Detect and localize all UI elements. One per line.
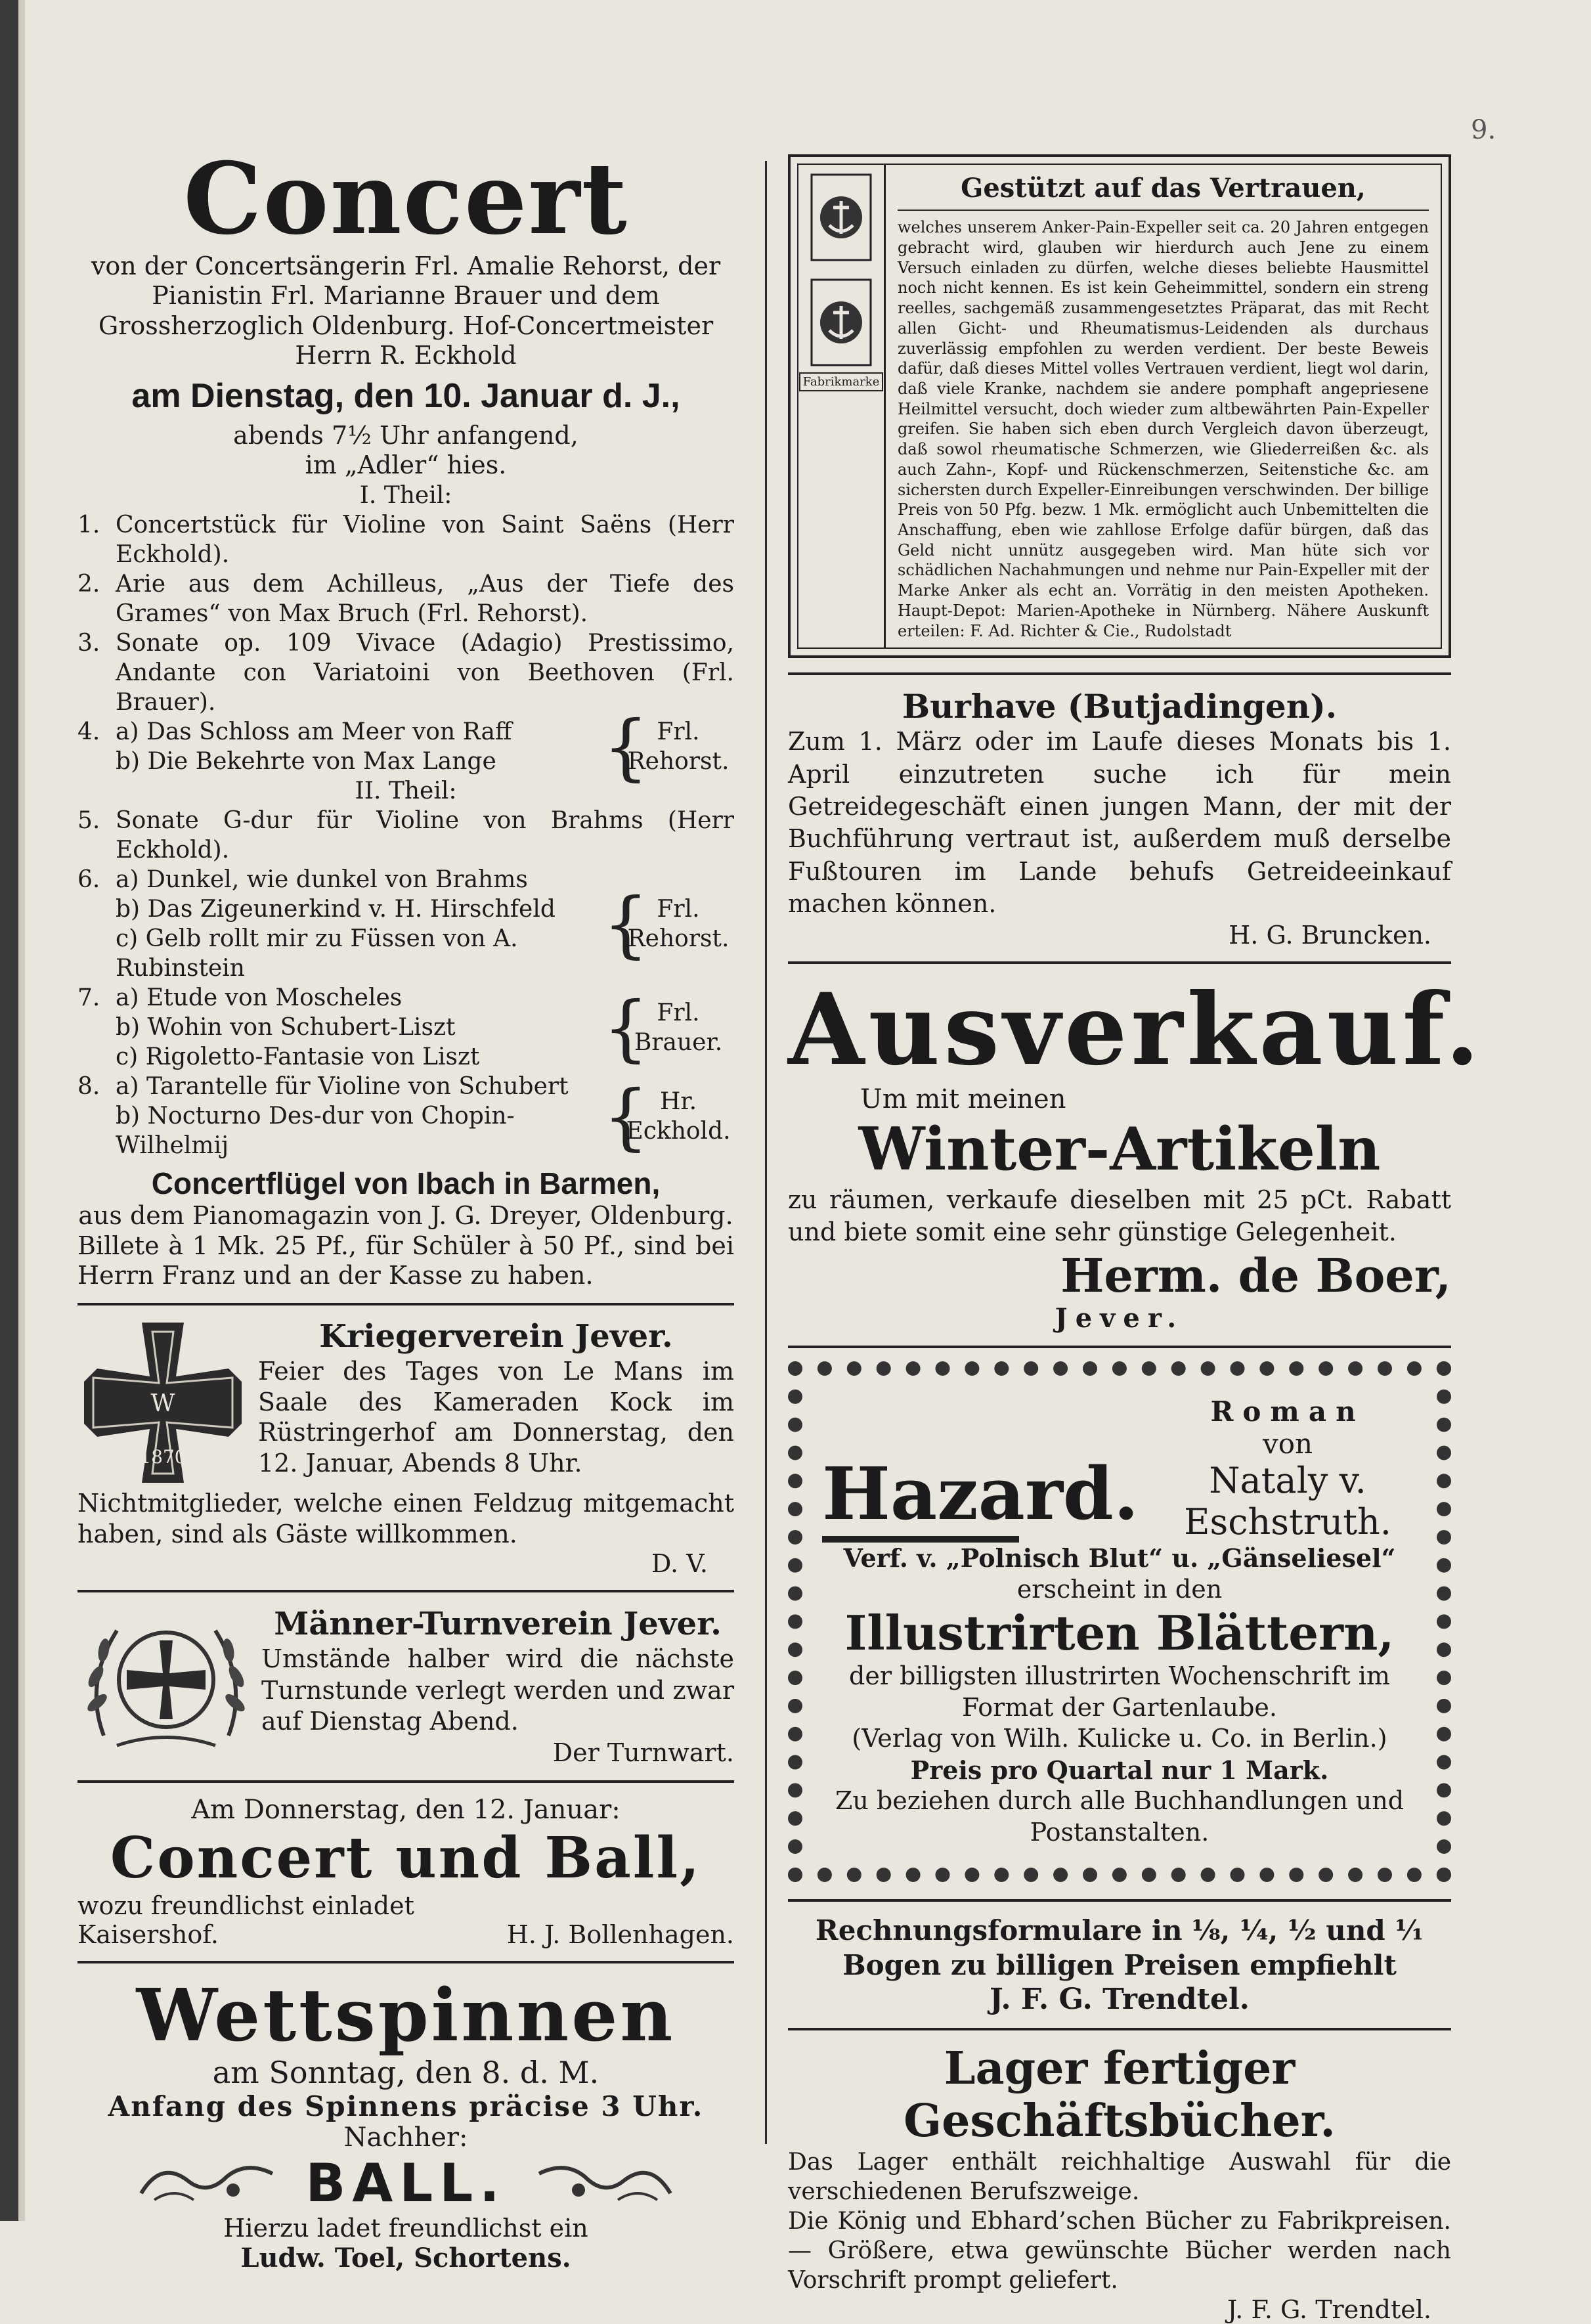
page-binding-edge [0, 0, 18, 2221]
ball-date: Am Donnerstag, den 12. Januar: [191, 1795, 621, 1826]
lager-sign: J. F. G. Trendtel. [1227, 2295, 1431, 2324]
brace: { [603, 882, 649, 967]
wettspinnen-start: Anfang des Spinnens präcise 3 Uhr. [108, 2090, 704, 2123]
krieger-body2: Nichtmitglieder, welche einen Feldzug mitgemacht haben, sind als Gäste willkommen. [77, 1488, 734, 1548]
burhave-heading: Burhave (Butjadingen). [902, 687, 1338, 726]
concert-herr: Herrn R. Eckhold [295, 341, 517, 370]
brace: { [603, 985, 649, 1070]
turnverein-sign: Der Turnwart. [552, 1738, 734, 1767]
ausverkauf-name: Herm. de Boer, [1060, 1248, 1451, 1304]
concert-program [77, 481, 734, 1160]
ausverkauf-town: Jever. [1055, 1303, 1185, 1334]
turnverein-heading: Männer-Turnverein Jever. [274, 1606, 722, 1643]
divider [77, 1590, 734, 1592]
burhave-sign: H. G. Bruncken. [1229, 920, 1431, 950]
hazard-ad [788, 1361, 1451, 1882]
wettspinnen-sign: Ludw. Toel, Schortens. [240, 2243, 571, 2274]
hazard-roman: Roman [1210, 1395, 1365, 1428]
hazard-verf: Verf. v. „Polnisch Blut“ u. „Gänseliesel“ [843, 1543, 1396, 1573]
ausverkauf-body: zu räumen, verkaufe dieselben mit 25 pCt. Rabatt und biete somit eine sehr günstige Gelegenheit. [788, 1185, 1451, 1247]
hazard-preis: Preis pro Quartal nur 1 Mark. [910, 1755, 1329, 1785]
burhave-body: Zum 1. März oder im Laufe dieses Monats bis 1. April einzutreten suche ich für mein Getreidegeschäft einen jungen Mann, der mit der Buchführung vertraut ist, außerdem muß derselbe Fußtouren im Lande behufs Getreideeinkauf machen können. [788, 727, 1451, 919]
rechnung-ad [788, 1914, 1451, 2016]
ball-invite: wozu freundlichst einladet [77, 1891, 414, 1921]
program-item: 1. Concertstück für Violine von Saint Saëns (Herr Eckhold). [77, 512, 734, 569]
program-item: 8. a) Tarantelle für Violine von Schubert b) Nocturno Des-dur von Chopin-Wilhelmij { Hr. Eckhold. [77, 1072, 734, 1160]
krieger-body: Feier des Tages von Le Mans im Saale des Kameraden Kock im Rüstringerhof am Donnerstag, den 12. Januar, Abends 8 Uhr. [258, 1356, 734, 1478]
column-divider [765, 161, 767, 2144]
turnverein-body: Umstände halber wird die nächste Turnstunde verlegt werden und zwar auf Dienstag Abend. [261, 1644, 734, 1736]
page-number: 9. [1471, 115, 1496, 145]
ball-ad [77, 1795, 734, 1949]
cross-year: 1870 [139, 1445, 186, 1468]
concert-magazin: aus dem Pianomagazin von J. G. Dreyer, Oldenburg. [78, 1201, 733, 1231]
wettspinnen-ball: BALL. [305, 2153, 506, 2214]
concert-piano: Concertflügel von Ibach in Barmen, [151, 1166, 661, 1201]
divider [788, 1346, 1451, 1348]
right-ornament-icon [533, 2154, 677, 2213]
page-binding-shadow [18, 0, 25, 2221]
brace: { [603, 1074, 649, 1158]
divider [788, 961, 1451, 964]
krieger-sign: D. V. [651, 1549, 708, 1579]
wettspinnen-title: Wettspinnen [136, 1973, 676, 2058]
kriegerverein-ad [77, 1317, 734, 1488]
concert-time: abends 7½ Uhr anfangend, [233, 420, 578, 450]
ball-place: Kaisershof. [77, 1920, 219, 1950]
lager-body1: Das Lager enthält reichhaltige Auswahl für die verschiedenen Berufszweige. [788, 2149, 1451, 2206]
divider [788, 672, 1451, 675]
program-item: 3. Sonate op. 109 Vivace (Adagio) Prestissimo, Andante con Variatoini von Beethoven (Frl. Brauer). [77, 630, 734, 716]
program-item: 2. Arie aus dem Achilleus, „Aus der Tiefe des Grames“ von Max Bruch (Frl. Rehorst). [77, 571, 734, 628]
divider [77, 1303, 734, 1305]
concert-tickets: Billete à 1 Mk. 25 Pf., für Schüler à 50 Pf., sind bei Herrn Franz und an der Kasse zu haben. [77, 1231, 734, 1290]
program-item: 7. a) Etude von Moscheles b) Wohin von Schubert-Liszt c) Rigoletto-Fantasie von Liszt { Frl. Brauer. [77, 983, 734, 1072]
performer: Hr. Eckhold. [626, 1087, 731, 1145]
ausverkauf-ad [788, 971, 1484, 1334]
lager-heading: Lager fertiger Geschäftsbücher. [904, 2042, 1336, 2148]
concert-date: am Dienstag, den 10. Januar d. J., [131, 376, 680, 415]
divider [788, 2028, 1451, 2030]
ausverkauf-line1: Um mit meinen [860, 1084, 1066, 1114]
hazard-journal: Illustrirten Blättern, [844, 1605, 1395, 1661]
wettspinnen-after: Nachher: [343, 2122, 468, 2153]
performer: Frl. Brauer. [634, 999, 723, 1056]
hazard-author: Nataly v. Eschstruth. [1184, 1460, 1391, 1543]
concert-place: im „Adler“ hies. [305, 450, 507, 480]
krieger-heading: Kriegerverein Jever. [319, 1317, 673, 1355]
divider [77, 1780, 734, 1783]
brace: { [603, 705, 649, 789]
wettspinnen-date: am Sonntag, den 8. d. M. [212, 2055, 599, 2091]
anchor-trademark-icon [808, 171, 874, 368]
ausverkauf-winter: Winter-Artikeln [858, 1114, 1381, 1184]
lager-body2: Die König und Ebhard’schen Bücher zu Fabrikpreisen. — Größere, etwa gewünschte Bücher werden nach Vorschrift prompt geliefert. [788, 2208, 1451, 2294]
turnverein-ad [77, 1604, 734, 1768]
hazard-verlag: (Verlag von Wilh. Kulicke u. Co. in Berlin.) [852, 1724, 1387, 1753]
performer: Frl. Rehorst. [627, 718, 730, 776]
program-item: 6. a) Dunkel, wie dunkel von Brahms b) Das Zigeunerkind v. H. Hirschfeld c) Gelb rollt mir zu Füssen von A. Rubinstein { Frl. Rehorst. [77, 865, 734, 983]
part-2-heading: II. Theil: [355, 778, 457, 805]
hazard-bezug: Zu beziehen durch alle Buchhandlungen und Postanstalten. [835, 1786, 1405, 1847]
divider [788, 1899, 1451, 1902]
rechnung-sign: J. F. G. Trendtel. [990, 1983, 1250, 2017]
trademark-panel [798, 165, 886, 647]
part-1-heading: I. Theil: [359, 482, 452, 510]
ausverkauf-title: Ausverkauf. [788, 971, 1484, 1087]
iron-cross-icon [77, 1317, 248, 1488]
hazard-von: von [1263, 1428, 1313, 1460]
ball-sign: H. J. Bollenhagen. [506, 1920, 734, 1950]
painexpeller-heading: Gestützt auf das Vertrauen, [898, 171, 1429, 211]
wreath-emblem-icon [77, 1604, 255, 1755]
wettspinnen-ad [77, 1975, 734, 2273]
ball-title: Concert und Ball, [110, 1825, 702, 1892]
program-item: 4. a) Das Schloss am Meer von Raff b) Die Bekehrte von Max Lange { Frl. Rehorst. [77, 717, 734, 776]
program-item: 5. Sonate G-dur für Violine von Brahms (Herr Eckhold). [77, 807, 734, 864]
left-ornament-icon [135, 2154, 279, 2213]
cross-letter: W [150, 1390, 175, 1417]
hazard-desc: der billigsten illustrirten Wochenschrift im Format der Gartenlaube. [849, 1661, 1390, 1722]
hazard-erscheint: erscheint in den [1016, 1574, 1223, 1604]
wettspinnen-invite: Hierzu ladet freundlichst ein [223, 2214, 588, 2243]
concert-ad [77, 141, 734, 1291]
painexpeller-body: welches unserem Anker-Pain-Expeller seit ca. 20 Jahren entgegen gebracht wird, glauben wir hierdurch auch Jene zu einem Versuch einladen zu dürfen, welche dieses beliebte Hausmittel noch nicht kennen. Es ist kein Geheimmittel, sondern ein streng reelles, sachgemäß zusammengesetztes Präparat, das mit Recht allen Gicht- und Rheumatismus-Leidenden als durchaus zuverlässig empfohlen zu werden verdient. Der beste Beweis dafür, daß dieses Mittel volles Vertrauen verdient, liegt wol darin, daß viele Kranke, nachdem sie andere pomphaft angepriesene Heilmittel versucht, doch wieder zum altbewährten Pain-Expeller greifen. Sie haben sich eben durch Vergleich davon überzeugt, daß sowol rheumatische Schmerzen, wie Gliederreißen &c. als auch Zahn-, Kopf- und Rückenschmerzen, Seitenstiche &c. am sichersten durch Expeller-Einreibungen verschwinden. Der billige Preis von 50 Pfg. bezw. 1 Mk. ermöglicht auch Unbemittelten die Anschaffung, eben wie zahllose Erfolge dafür bürgen, daß das Geld nicht unnütz ausgegeben wird. Man hüte sich vor schädlichen Nachahmungen und nehme nur Pain-Expeller mit der Marke Anker als echt an. Vorrätig in den meisten Apotheken. Haupt-Depot: Marien-Apotheke in Nürnberg. Nähere Auskunft erteilen: F. Ad. Richter & Cie., Rudolstadt [898, 218, 1429, 640]
lager-ad [788, 2042, 1451, 2324]
performer: Frl. Rehorst. [627, 896, 730, 953]
burhave-ad [788, 687, 1451, 949]
divider [77, 1961, 734, 1963]
concert-title: Concert [183, 141, 628, 257]
concert-intro: von der Concertsängerin Frl. Amalie Rehorst, der Pianistin Frl. Marianne Brauer und dem Grossherzoglich Oldenburg. Hof-Concertmeister [91, 251, 721, 340]
right-column [788, 148, 1484, 2324]
rechnung-body: Rechnungsformulare in ⅛, ¼, ½ und ¹⁄₁ Bogen zu billigen Preisen empfiehlt [815, 1914, 1424, 1981]
hazard-title: Hazard. [822, 1451, 1139, 1537]
fabrikmarke-label: Fabrikmarke [799, 372, 884, 391]
left-column [77, 141, 734, 2274]
painexpeller-ad [788, 154, 1451, 658]
